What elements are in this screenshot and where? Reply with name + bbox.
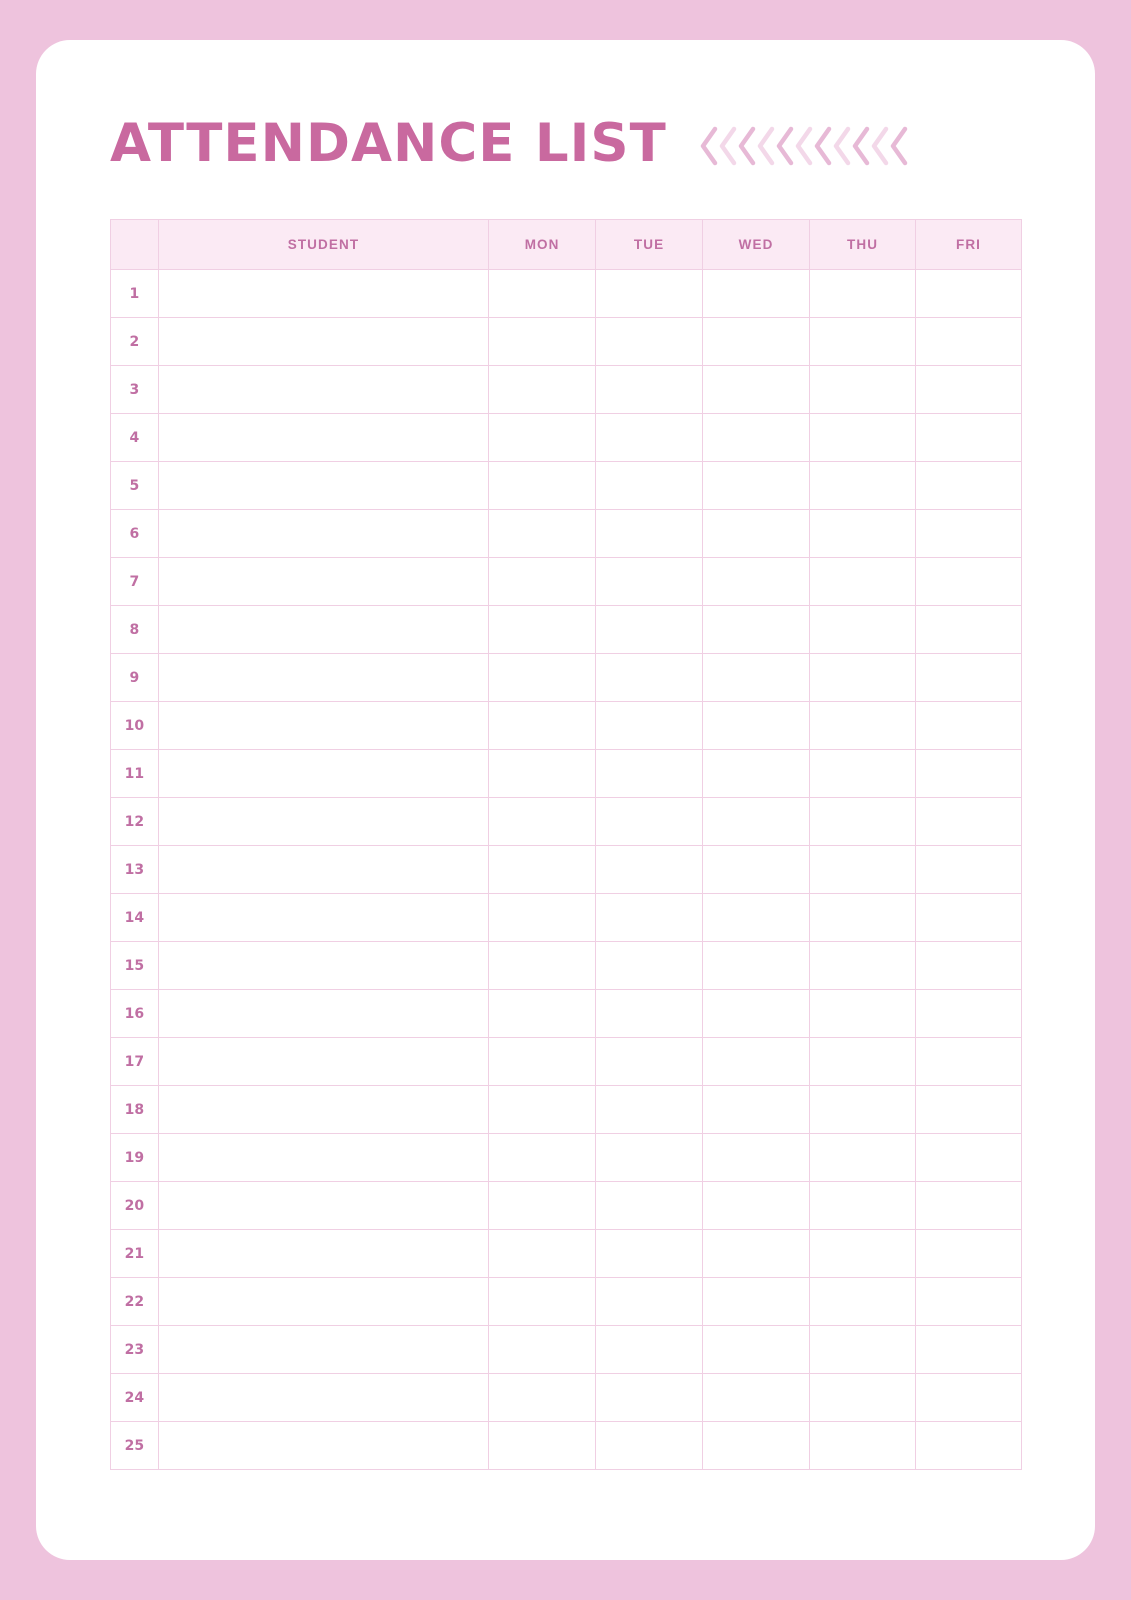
cell-fri[interactable] [916,270,1022,318]
page-title: ATTENDANCE LIST [110,112,667,174]
cell-thu[interactable] [810,1374,916,1422]
table-row [111,1278,1022,1326]
row-number: 22 [111,1278,159,1326]
cell-fri[interactable] [916,1230,1022,1278]
cell-wed[interactable] [703,462,810,510]
row-number: 20 [111,1182,159,1230]
table-row [111,942,1022,990]
cell-thu[interactable] [810,654,916,702]
cell-thu[interactable] [810,846,916,894]
table-row [111,894,1022,942]
attendance-table-container [110,219,1022,1470]
cell-thu[interactable] [810,750,916,798]
cell-thu[interactable] [810,942,916,990]
attendance-table-body [111,270,1022,1470]
table-row [111,1086,1022,1134]
table-row [111,1182,1022,1230]
cell-thu[interactable] [810,1182,916,1230]
cell-student[interactable] [158,366,488,414]
cell-mon[interactable] [489,750,596,798]
cell-mon[interactable] [489,1374,596,1422]
cell-wed[interactable] [703,942,810,990]
cell-mon[interactable] [489,990,596,1038]
cell-fri[interactable] [916,510,1022,558]
row-number: 2 [111,318,159,366]
row-number: 7 [111,558,159,606]
column-header-thu: THU [810,220,916,270]
cell-fri[interactable] [916,1086,1022,1134]
cell-student[interactable] [158,894,488,942]
cell-mon[interactable] [489,1134,596,1182]
table-row [111,750,1022,798]
cell-student[interactable] [158,462,488,510]
cell-wed[interactable] [703,846,810,894]
row-number: 13 [111,846,159,894]
cell-student[interactable] [158,1374,488,1422]
cell-thu[interactable] [810,1278,916,1326]
cell-tue[interactable] [596,1230,703,1278]
cell-fri[interactable] [916,414,1022,462]
table-row [111,414,1022,462]
cell-wed[interactable] [703,1086,810,1134]
cell-student[interactable] [158,270,488,318]
cell-mon[interactable] [489,462,596,510]
cell-tue[interactable] [596,606,703,654]
table-row [111,1374,1022,1422]
cell-thu[interactable] [810,798,916,846]
cell-mon[interactable] [489,414,596,462]
column-header-number [111,220,159,270]
cell-student[interactable] [158,1134,488,1182]
cell-wed[interactable] [703,510,810,558]
table-row [111,990,1022,1038]
table-row [111,510,1022,558]
cell-mon[interactable] [489,654,596,702]
table-row [111,606,1022,654]
cell-mon[interactable] [489,894,596,942]
cell-student[interactable] [158,318,488,366]
cell-thu[interactable] [810,414,916,462]
cell-fri[interactable] [916,1374,1022,1422]
cell-fri[interactable] [916,654,1022,702]
row-number: 12 [111,798,159,846]
table-row [111,1038,1022,1086]
cell-thu[interactable] [810,990,916,1038]
row-number: 8 [111,606,159,654]
cell-wed[interactable] [703,606,810,654]
cell-fri[interactable] [916,894,1022,942]
table-row [111,1230,1022,1278]
chevron-left-icon [888,124,910,168]
cell-fri[interactable] [916,1326,1022,1374]
cell-fri[interactable] [916,318,1022,366]
cell-thu[interactable] [810,1038,916,1086]
cell-student[interactable] [158,1086,488,1134]
cell-thu[interactable] [810,270,916,318]
cell-wed[interactable] [703,1230,810,1278]
cell-fri[interactable] [916,558,1022,606]
cell-wed[interactable] [703,366,810,414]
cell-wed[interactable] [703,318,810,366]
cell-tue[interactable] [596,702,703,750]
cell-mon[interactable] [489,366,596,414]
row-number: 21 [111,1230,159,1278]
cell-thu[interactable] [810,462,916,510]
cell-mon[interactable] [489,1182,596,1230]
cell-tue[interactable] [596,990,703,1038]
cell-mon[interactable] [489,702,596,750]
cell-mon[interactable] [489,1422,596,1470]
cell-mon[interactable] [489,1278,596,1326]
table-row [111,270,1022,318]
cell-thu[interactable] [810,1134,916,1182]
cell-thu[interactable] [810,894,916,942]
row-number: 17 [111,1038,159,1086]
row-number: 19 [111,1134,159,1182]
cell-fri[interactable] [916,942,1022,990]
cell-mon[interactable] [489,510,596,558]
row-number: 14 [111,894,159,942]
cell-tue[interactable] [596,414,703,462]
cell-student[interactable] [158,798,488,846]
cell-fri[interactable] [916,990,1022,1038]
cell-thu[interactable] [810,366,916,414]
cell-tue[interactable] [596,270,703,318]
cell-fri[interactable] [916,1134,1022,1182]
cell-tue[interactable] [596,318,703,366]
cell-tue[interactable] [596,1086,703,1134]
cell-fri[interactable] [916,846,1022,894]
cell-mon[interactable] [489,1086,596,1134]
cell-student[interactable] [158,654,488,702]
row-number: 23 [111,1326,159,1374]
cell-wed[interactable] [703,750,810,798]
cell-mon[interactable] [489,606,596,654]
cell-fri[interactable] [916,702,1022,750]
cell-wed[interactable] [703,1134,810,1182]
cell-thu[interactable] [810,1326,916,1374]
table-header-row [111,220,1022,270]
row-number: 9 [111,654,159,702]
cell-student[interactable] [158,990,488,1038]
cell-fri[interactable] [916,1278,1022,1326]
cell-student[interactable] [158,750,488,798]
table-row [111,1422,1022,1470]
cell-tue[interactable] [596,1134,703,1182]
cell-wed[interactable] [703,798,810,846]
cell-tue[interactable] [596,750,703,798]
row-number: 18 [111,1086,159,1134]
cell-thu[interactable] [810,318,916,366]
sheet-header [110,98,1022,188]
row-number: 25 [111,1422,159,1470]
cell-wed[interactable] [703,1326,810,1374]
cell-wed[interactable] [703,702,810,750]
cell-tue[interactable] [596,1038,703,1086]
cell-wed[interactable] [703,1422,810,1470]
cell-wed[interactable] [703,654,810,702]
table-row [111,558,1022,606]
cell-mon[interactable] [489,942,596,990]
cell-tue[interactable] [596,894,703,942]
cell-thu[interactable] [810,510,916,558]
cell-tue[interactable] [596,942,703,990]
row-number: 5 [111,462,159,510]
cell-student[interactable] [158,510,488,558]
cell-thu[interactable] [810,1422,916,1470]
cell-fri[interactable] [916,462,1022,510]
column-header-mon: MON [489,220,596,270]
cell-tue[interactable] [596,1422,703,1470]
cell-student[interactable] [158,1326,488,1374]
cell-fri[interactable] [916,750,1022,798]
column-header-student: STUDENT [158,220,488,270]
row-number: 11 [111,750,159,798]
cell-wed[interactable] [703,990,810,1038]
table-row [111,462,1022,510]
cell-wed[interactable] [703,1038,810,1086]
row-number: 3 [111,366,159,414]
row-number: 24 [111,1374,159,1422]
cell-mon[interactable] [489,270,596,318]
cell-thu[interactable] [810,558,916,606]
cell-fri[interactable] [916,1182,1022,1230]
cell-fri[interactable] [916,1038,1022,1086]
cell-tue[interactable] [596,366,703,414]
cell-mon[interactable] [489,558,596,606]
row-number: 16 [111,990,159,1038]
cell-student[interactable] [158,846,488,894]
cell-student[interactable] [158,558,488,606]
cell-mon[interactable] [489,1038,596,1086]
column-header-tue: TUE [596,220,703,270]
chevrons-left-decoration [701,124,910,168]
cell-thu[interactable] [810,702,916,750]
table-row [111,318,1022,366]
cell-tue[interactable] [596,654,703,702]
table-row [111,654,1022,702]
cell-wed[interactable] [703,414,810,462]
column-header-fri: FRI [916,220,1022,270]
cell-tue[interactable] [596,1182,703,1230]
row-number: 4 [111,414,159,462]
attendance-sheet [36,40,1095,1560]
cell-wed[interactable] [703,894,810,942]
cell-mon[interactable] [489,318,596,366]
cell-mon[interactable] [489,1326,596,1374]
cell-thu[interactable] [810,1086,916,1134]
table-row [111,1326,1022,1374]
cell-student[interactable] [158,1230,488,1278]
cell-thu[interactable] [810,606,916,654]
cell-tue[interactable] [596,510,703,558]
cell-student[interactable] [158,1038,488,1086]
cell-fri[interactable] [916,798,1022,846]
row-number: 15 [111,942,159,990]
cell-thu[interactable] [810,1230,916,1278]
cell-tue[interactable] [596,1374,703,1422]
table-row [111,846,1022,894]
cell-tue[interactable] [596,798,703,846]
cell-mon[interactable] [489,846,596,894]
table-row [111,1134,1022,1182]
cell-fri[interactable] [916,1422,1022,1470]
cell-student[interactable] [158,1278,488,1326]
table-row [111,798,1022,846]
cell-mon[interactable] [489,1230,596,1278]
table-row [111,366,1022,414]
cell-wed[interactable] [703,1278,810,1326]
cell-student[interactable] [158,942,488,990]
cell-tue[interactable] [596,846,703,894]
cell-fri[interactable] [916,366,1022,414]
cell-wed[interactable] [703,558,810,606]
cell-wed[interactable] [703,1182,810,1230]
cell-student[interactable] [158,606,488,654]
column-header-wed: WED [703,220,810,270]
row-number: 10 [111,702,159,750]
row-number: 1 [111,270,159,318]
cell-wed[interactable] [703,270,810,318]
cell-tue[interactable] [596,1278,703,1326]
cell-tue[interactable] [596,558,703,606]
cell-student[interactable] [158,702,488,750]
attendance-table [110,219,1022,1470]
cell-wed[interactable] [703,1374,810,1422]
cell-tue[interactable] [596,462,703,510]
cell-tue[interactable] [596,1326,703,1374]
cell-fri[interactable] [916,606,1022,654]
table-row [111,702,1022,750]
row-number: 6 [111,510,159,558]
cell-student[interactable] [158,1182,488,1230]
cell-student[interactable] [158,1422,488,1470]
cell-mon[interactable] [489,798,596,846]
cell-student[interactable] [158,414,488,462]
